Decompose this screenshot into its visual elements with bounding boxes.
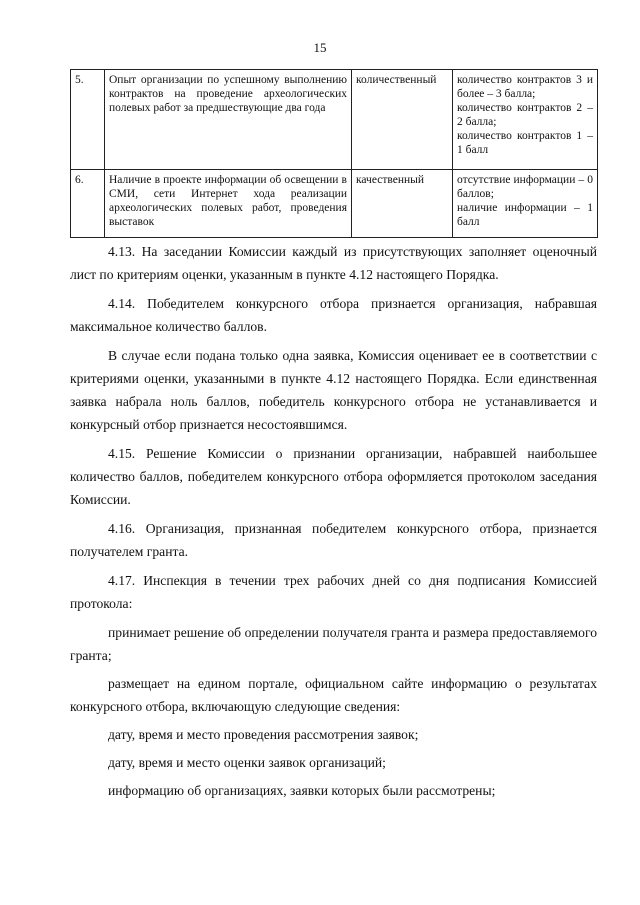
table-row (71, 170, 598, 238)
list-item: дату, время и место проведения рассмотрения заявок; (108, 727, 419, 742)
scoring-cell (453, 70, 598, 170)
paragraph-4-16: 4.16. Организация, признанная победителем конкурсного отбора, признается получателем гранта. (70, 521, 597, 559)
paragraph-publish: размещает на едином портале, официальном сайте информацию о результатах конкурсного отбора, включающую следующие сведения: (70, 676, 597, 714)
scoring-line: наличие информации – 1 балл (457, 202, 593, 228)
document-body (70, 240, 597, 807)
criterion-cell: Опыт организации по успешному выполнению контрактов на проведение археологических полевых работ за предшествующие два года (105, 70, 352, 170)
list-item: информацию об организациях, заявки которых были рассмотрены; (108, 783, 496, 798)
paragraph-decision: принимает решение об определении получателя гранта и размера предоставляемого гранта; (70, 625, 597, 663)
paragraph-4-15: 4.15. Решение Комиссии о признании организации, набравшей наибольшее количество баллов, победителем конкурсного отбора оформляется протоколом заседания Комиссии. (70, 446, 597, 507)
criterion-cell: Наличие в проекте информации об освещении в СМИ, сети Интернет хода реализации археологических полевых работ, проведения выставок (105, 170, 352, 238)
criterion-type-cell: качественный (352, 170, 453, 238)
paragraph-single-application: В случае если подана только одна заявка, Комиссия оценивает ее в соответствии с критериями оценки, указанными в пункте 4.12 настоящего Порядка. Если единственная заявка набрала ноль баллов, победитель конкурсного отбора не устанавливается и конкурсный отбор признается несостоявшимся. (70, 348, 597, 432)
table-row (71, 70, 598, 170)
list-item: дату, время и место оценки заявок организаций; (108, 755, 386, 770)
paragraph-4-13: 4.13. На заседании Комиссии каждый из присутствующих заполняет оценочный лист по критериям оценки, указанным в пункте 4.12 настоящего Порядка. (70, 244, 597, 282)
scoring-line: отсутствие информации – 0 баллов; (457, 174, 593, 200)
page-number: 15 (313, 40, 327, 55)
paragraph-4-14: 4.14. Победителем конкурсного отбора признается организация, набравшая максимальное количество баллов. (70, 296, 597, 334)
scoring-cell (453, 170, 598, 238)
scoring-line: количество контрактов 1 – 1 балл (457, 130, 593, 156)
scoring-line: количество контрактов 2 – 2 балла; (457, 102, 593, 128)
row-number: 6. (71, 170, 105, 238)
paragraph-4-17: 4.17. Инспекция в течении трех рабочих дней со дня подписания Комиссией протокола: (70, 573, 597, 611)
criterion-type-cell: количественный (352, 70, 453, 170)
row-number: 5. (71, 70, 105, 170)
scoring-line: количество контрактов 3 и более – 3 балла; (457, 74, 593, 100)
criteria-table (70, 69, 598, 238)
